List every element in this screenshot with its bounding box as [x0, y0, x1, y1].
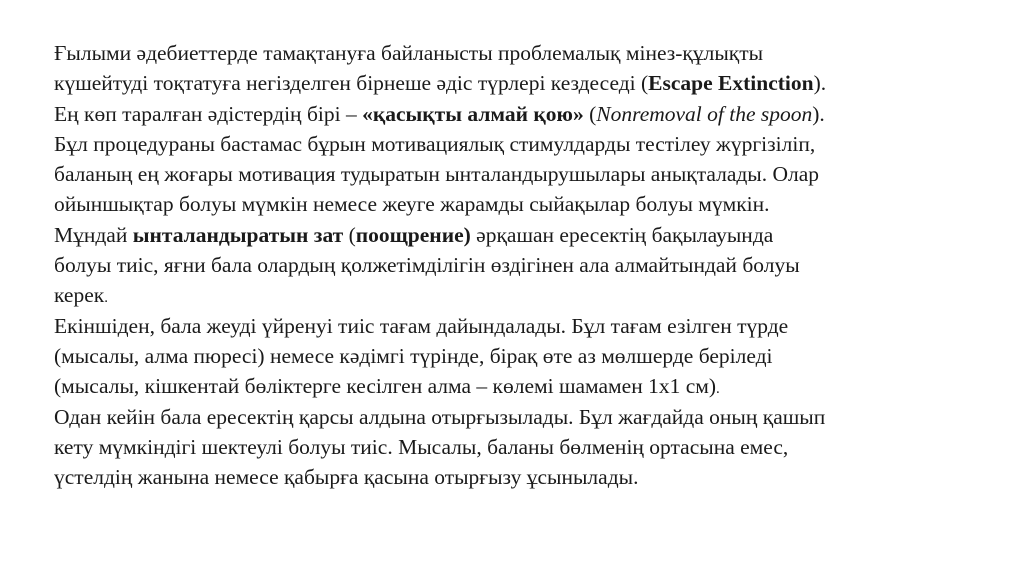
text-line [54, 129, 989, 159]
slide-text-body [54, 38, 989, 492]
bold-term-escape-extinction: Escape Extinction [648, 71, 814, 96]
text-run: ( [343, 222, 356, 247]
text-run: баланың ең жоғары мотивация тудыратын ынталандырушылары анықталады. Олар [54, 162, 820, 187]
italic-term-nonremoval: Nonremoval of the spoon [596, 101, 813, 126]
text-line [54, 311, 989, 341]
text-run: әрқашан ересектің бақылауында [470, 222, 774, 247]
text-run: ). [813, 71, 827, 96]
text-run: (мысалы, кішкентай бөліктерге кесілген алма – көлемі шамамен 1x1 см) [54, 374, 717, 399]
text-line [54, 159, 989, 189]
text-run: Бұл процедураны бастамас бұрын мотивациялық стимулдарды тестілеу жүргізіліп, [54, 131, 816, 156]
text-run: ). [812, 101, 825, 126]
text-line [54, 220, 989, 250]
text-line [54, 189, 989, 219]
text-run: үстелдің жанына немесе қабырға қасына отырғызу ұсынылады. [54, 465, 639, 490]
text-line [54, 341, 989, 371]
text-run: ойыншықтар болуы мүмкін немесе жеуге жарамды сыйақылар болуы мүмкін. [54, 192, 770, 217]
text-run: Ең көп таралған әдістердің бірі – [54, 101, 363, 126]
text-line [54, 432, 989, 462]
bold-term-nonremoval: «қасықты алмай қою» [362, 101, 584, 126]
text-run: . [716, 381, 720, 398]
text-line [54, 371, 989, 401]
text-run: Одан кейін бала ересектің қарсы алдына отырғызылады. Бұл жағдайда оның қашып [54, 404, 826, 429]
bold-term-stimulus: ынталандыратын зат [132, 222, 344, 247]
text-run: . [104, 290, 108, 307]
text-run: болуы тиіс, яғни бала олардың қолжетімділігін өздігінен ала алмайтындай болуы [54, 253, 800, 278]
text-run: кету мүмкіндігі шектеулі болуы тиіс. Мысалы, баланы бөлменің ортасына емес, [54, 434, 789, 459]
text-run: (мысалы, алма пюресі) немесе кәдімгі түрінде, бірақ өте аз мөлшерде беріледі [54, 343, 773, 368]
bold-term-reward: поощрение) [355, 222, 471, 247]
text-line [54, 402, 989, 432]
text-line [54, 250, 989, 280]
text-run: Мұндай [54, 222, 133, 247]
text-run: керек [54, 283, 105, 308]
text-run: ( [583, 101, 597, 126]
text-line [54, 68, 989, 98]
text-line [54, 38, 989, 68]
text-line [54, 462, 989, 492]
text-run: Ғылыми әдебиеттерде тамақтануға байланысты проблемалық мінез-құлықты [54, 41, 764, 65]
text-run: Екіншіден, бала жеуді үйренуі тиіс тағам дайындалады. Бұл тағам езілген түрде [54, 313, 789, 338]
text-line [54, 280, 989, 310]
text-line [54, 99, 989, 129]
text-run: күшейтуді тоқтатуға негізделген бірнеше әдіс түрлері кездеседі ( [54, 71, 649, 96]
